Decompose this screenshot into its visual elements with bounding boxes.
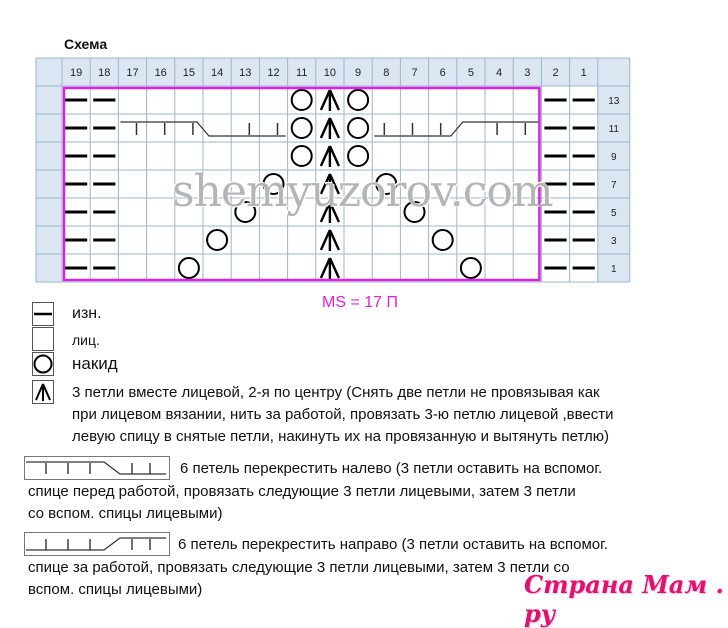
column-label: 8 bbox=[383, 67, 390, 79]
legend-k3tog-line-2: при лицевом вязании, нить за работой, провязать 3-ю петлю лицевой ,ввести bbox=[72, 406, 614, 423]
legend-cross-right-line-3: вспом. спицы лицевыми) bbox=[28, 581, 203, 598]
row-label: 13 bbox=[608, 96, 620, 107]
column-label: 1 bbox=[580, 67, 587, 79]
circle-icon bbox=[32, 352, 54, 376]
yarn-over-circle bbox=[433, 230, 453, 250]
row-label: 5 bbox=[611, 208, 617, 219]
legend-k3tog-line-3: левую спицу в снятые петли, накинуть их на провязанную и вытянуть петлю) bbox=[72, 428, 609, 445]
yarn-over-circle bbox=[461, 258, 481, 278]
k3tog-arrow bbox=[321, 118, 339, 139]
k3tog-arrow bbox=[321, 230, 339, 251]
column-label: 10 bbox=[323, 67, 337, 79]
column-label: 5 bbox=[467, 67, 474, 79]
column-label: 11 bbox=[295, 67, 308, 79]
legend-cross-right-line-1: 6 петель перекрестить направо (3 петли оставить на вспомог. bbox=[178, 536, 608, 553]
column-label: 14 bbox=[210, 67, 224, 79]
k3tog-arrow bbox=[321, 146, 339, 167]
column-label: 15 bbox=[182, 67, 196, 79]
legend-purl-label: изн. bbox=[72, 305, 102, 322]
repeat-label: MS = 17 П bbox=[322, 294, 398, 311]
cross-left-icon bbox=[24, 456, 170, 480]
column-label: 17 bbox=[126, 67, 139, 79]
legend-cross-left-line-2: спице перед работой, провязать следующие 3 петли лицевыми, затем 3 петли bbox=[28, 483, 576, 500]
legend-cross-left-line-1: 6 петель перекрестить налево (3 петли оставить на вспомог. bbox=[180, 460, 603, 477]
cross-right-icon bbox=[24, 532, 170, 556]
column-label: 16 bbox=[154, 67, 167, 79]
yarn-over-circle bbox=[348, 90, 368, 110]
watermark-text: shemyuzorov.com bbox=[172, 166, 553, 217]
header-row-bg bbox=[62, 58, 630, 86]
k3tog-arrow bbox=[321, 90, 339, 111]
up-arrow-icon bbox=[32, 380, 54, 404]
column-label: 2 bbox=[552, 67, 559, 79]
row-label: 9 bbox=[611, 152, 617, 163]
k3tog-arrow bbox=[321, 258, 339, 279]
brand-logo-text: Страна Мам . ру bbox=[524, 570, 724, 628]
legend-knit-label: лиц. bbox=[72, 332, 100, 348]
row-label: 1 bbox=[611, 264, 617, 275]
legend-k3tog-line-1: 3 петли вместе лицевой, 2-я по центру (Снять две петли не провязывая как bbox=[72, 384, 600, 401]
yarn-over-circle bbox=[292, 118, 312, 138]
yarn-over-circle bbox=[207, 230, 227, 250]
column-label: 4 bbox=[496, 67, 503, 79]
column-label: 12 bbox=[267, 67, 280, 79]
yarn-over-circle bbox=[348, 118, 368, 138]
row-label: 3 bbox=[611, 236, 617, 247]
column-label: 13 bbox=[239, 67, 252, 79]
chart-title: Схема bbox=[64, 36, 108, 52]
column-label: 7 bbox=[411, 67, 418, 79]
legend-cross-right-line-2: спице за работой, провязать следующие 3 петли лицевыми, затем 3 петли со bbox=[28, 559, 570, 576]
yarn-over-circle bbox=[292, 90, 312, 110]
column-label: 3 bbox=[524, 67, 531, 79]
yarn-over-circle bbox=[179, 258, 199, 278]
column-label: 6 bbox=[439, 67, 446, 79]
empty-square-icon bbox=[32, 327, 54, 351]
row-label: 11 bbox=[608, 124, 619, 135]
yarn-over-circle bbox=[348, 146, 368, 166]
row-label: 7 bbox=[611, 180, 617, 191]
yarn-over-circle bbox=[292, 146, 312, 166]
column-label: 19 bbox=[69, 67, 83, 79]
purl-dash-icon bbox=[32, 302, 54, 326]
legend-cross-left-line-3: со вспом. спицы лицевыми) bbox=[28, 505, 223, 522]
column-label: 18 bbox=[98, 67, 111, 79]
legend-yo-label: накид bbox=[72, 354, 118, 373]
column-label: 9 bbox=[355, 67, 362, 79]
